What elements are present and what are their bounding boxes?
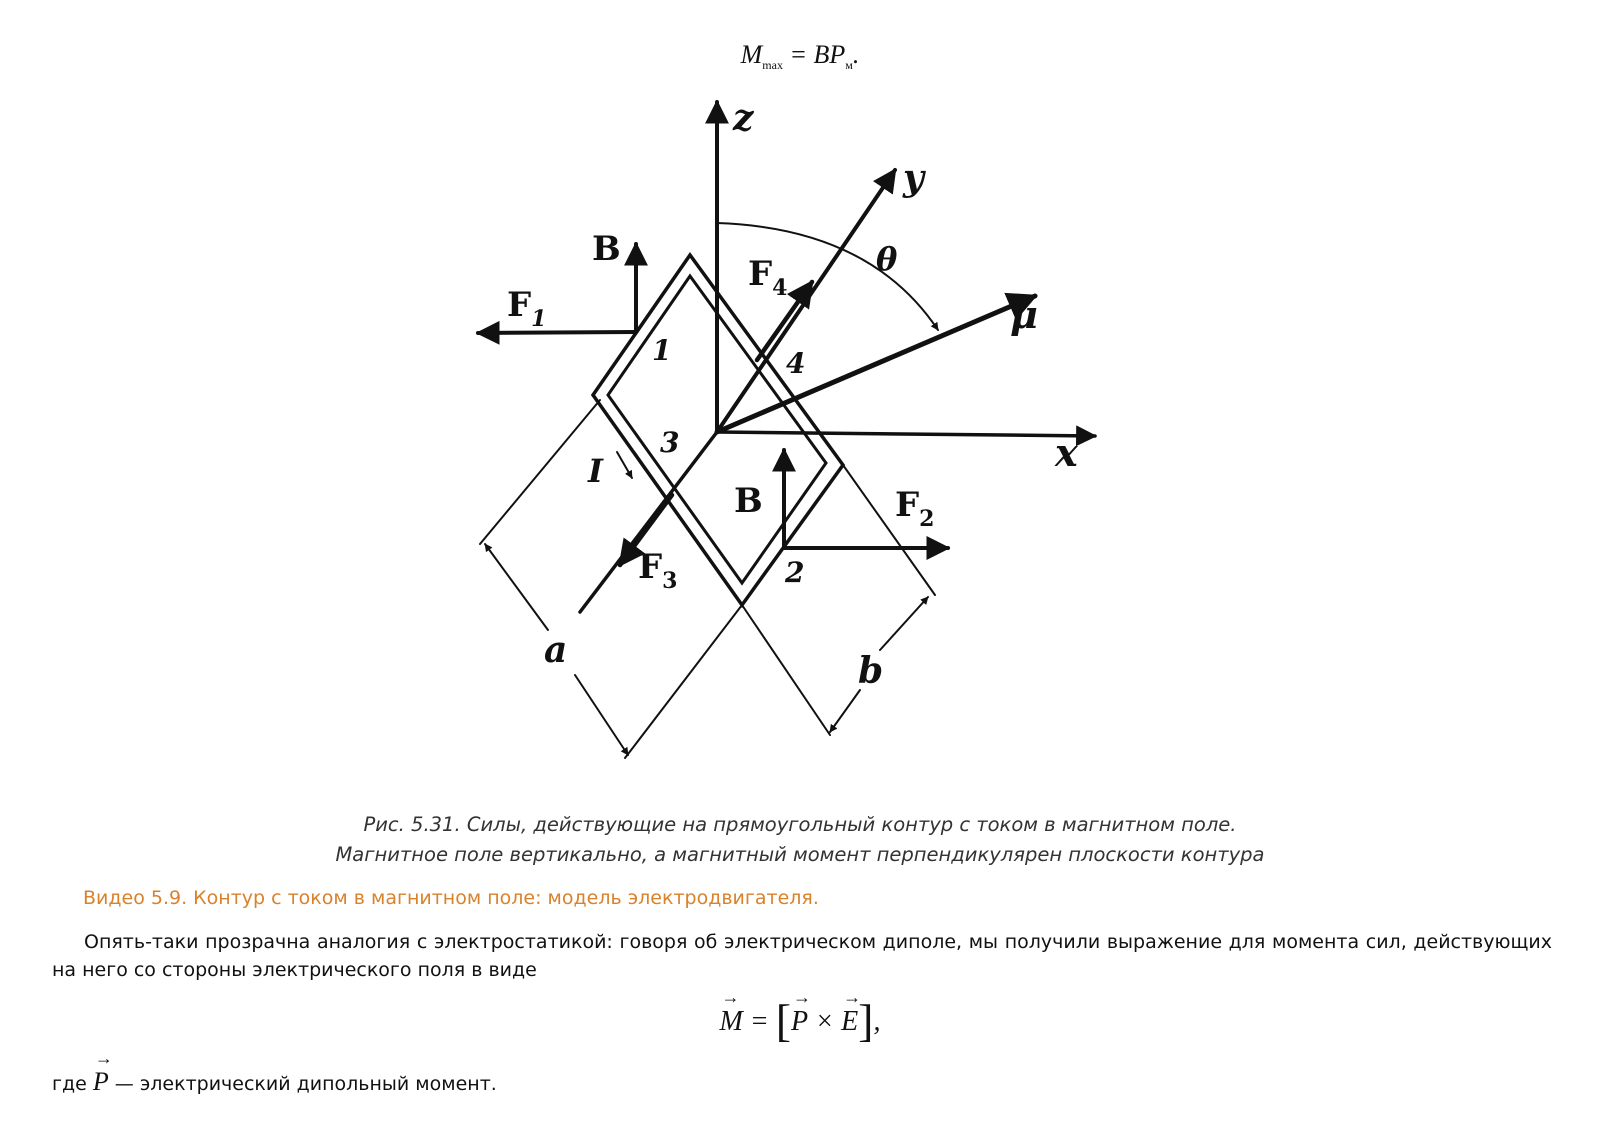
f4-label: $F_4$ — [748, 254, 788, 301]
b-bottom-label: B — [734, 481, 763, 521]
side-4-label: 4 — [786, 347, 806, 380]
f3-label: $F_3$ — [638, 547, 678, 594]
x-axis — [717, 432, 1095, 436]
current-arrow — [617, 452, 632, 478]
vec-p-inline: → P — [93, 1067, 109, 1097]
z-label: z — [733, 97, 754, 139]
y-label: y — [903, 157, 924, 199]
f1-label: $F_1$ — [507, 285, 547, 332]
figure-current-loop — [440, 88, 1140, 788]
theta-label: θ — [876, 240, 898, 278]
caption-line-1: Рис. 5.31. Силы, действующие на прямоугольный контур с током в магнитном поле. — [363, 813, 1237, 836]
formula-torque-dipole: → M = [→ P × → E], — [0, 994, 1600, 1047]
side-3-label: 3 — [660, 426, 680, 459]
dimension-b-upper — [880, 597, 928, 650]
formula-rhs-sub: м — [845, 58, 853, 72]
caption-line-2: Магнитное поле вертикально, а магнитный момент перпендикулярен плоскости контура — [335, 843, 1265, 866]
formula-lhs-sub: max — [762, 58, 783, 72]
current-label: I — [588, 452, 603, 490]
formula-rhs: = BP — [789, 40, 846, 69]
formula-lhs: M — [740, 40, 763, 69]
formula-max-torque — [0, 40, 1600, 73]
definition-suffix: — электрический дипольный момент. — [108, 1073, 497, 1095]
formula-comma: , — [873, 1006, 881, 1037]
b-top-label: B — [592, 229, 621, 269]
formula-end: . — [852, 40, 860, 69]
definition-prefix: где — [52, 1073, 93, 1095]
definition-line — [52, 1067, 497, 1097]
figure-caption — [0, 810, 1600, 870]
vec-p: → P — [791, 1006, 808, 1038]
side-1-label: 1 — [652, 334, 672, 367]
x-label: x — [1055, 430, 1078, 475]
f1-arrow — [478, 332, 636, 333]
vec-e: → E — [841, 1006, 858, 1038]
video-link[interactable]: Видео 5.9. Контур с током в магнитном поле: модель электродвигателя. — [83, 887, 819, 909]
vec-m: → M — [719, 1006, 742, 1038]
formula-times: × — [808, 1006, 842, 1037]
side-2-label: 2 — [785, 556, 805, 589]
formula-eq: = — [742, 1006, 776, 1037]
dimension-b-lower — [830, 690, 860, 732]
mu-label: μ — [1010, 292, 1038, 337]
b-label: b — [858, 650, 884, 692]
dimension-a-upper — [485, 544, 548, 630]
body-paragraph: Опять-таки прозрачна аналогия с электростатикой: говоря об электрическом диполе, мы получили выражение для момента сил, действующих на него со стороны электрического поля в виде — [52, 931, 1552, 981]
a-label: a — [544, 629, 568, 671]
dimension-a-lower — [575, 675, 628, 755]
f2-label: $F_2$ — [895, 485, 935, 532]
